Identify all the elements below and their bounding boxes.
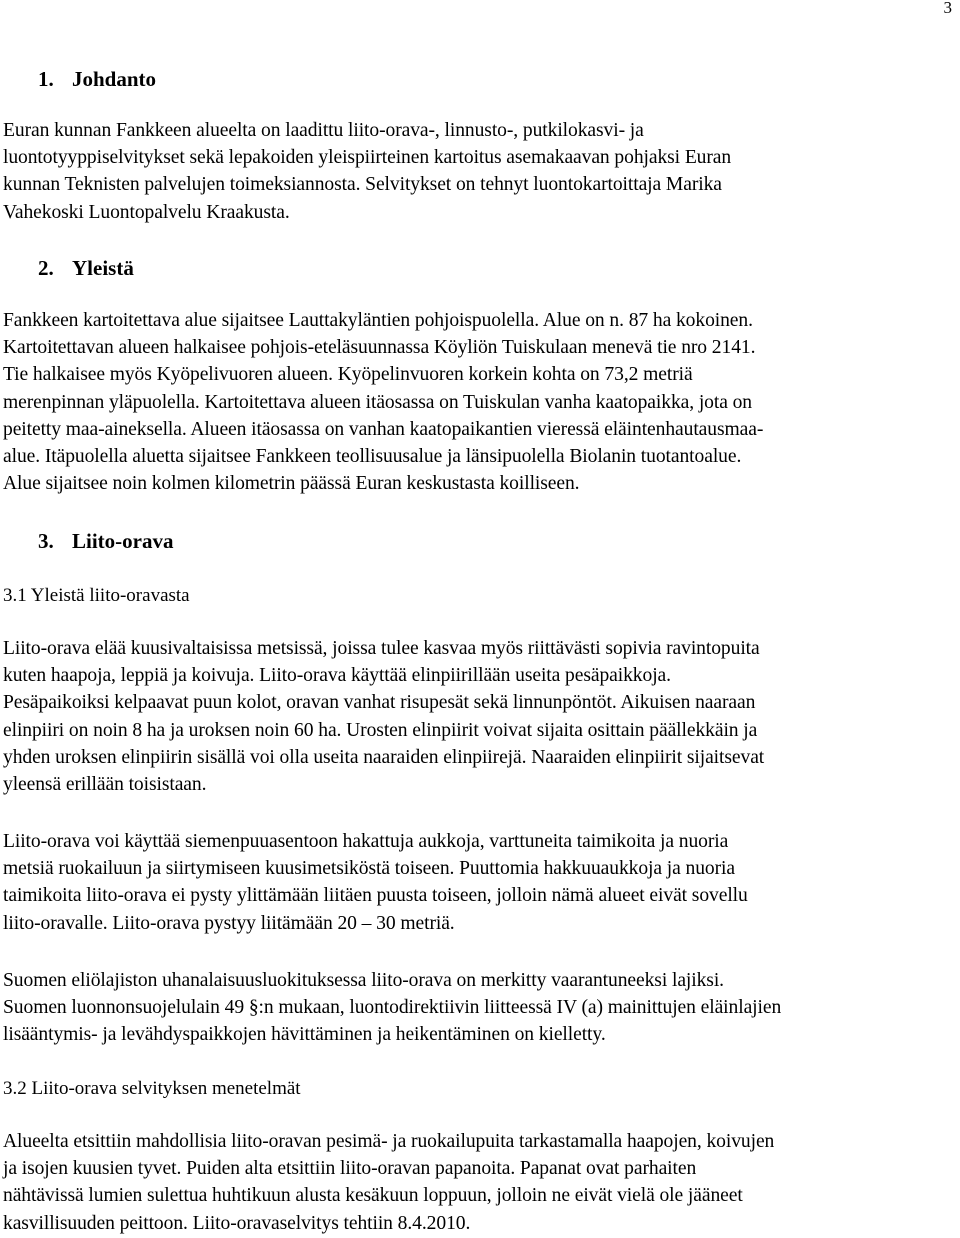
paragraph-habitat (3, 635, 955, 798)
text-line: luontotyyppiselvitykset sekä lepakoiden yleispiirteinen kartoitus asemakaavan pohjaksi Euran (3, 147, 732, 169)
subheading-yleista-liito-oravasta: 3.1 Yleistä liito-oravasta (3, 585, 190, 606)
text-line: Suomen eliölajiston uhanalaisuusluokituksessa liito-orava on merkitty vaarantuneeksi lajiksi. (3, 970, 724, 991)
heading-number: 2. (38, 256, 54, 280)
heading-title: Yleistä (72, 256, 134, 280)
text-line: elinpiiri on noin 8 ha ja uroksen noin 60 ha. Urosten elinpiirit voivat sijaita osittain päällekkäin ja (3, 719, 758, 741)
heading-title: Johdanto (72, 67, 157, 91)
text-line: ja isojen kuusien tyvet. Puiden alta etsittiin liito-oravan papanoita. Papanat ovat parhaiten (3, 1158, 697, 1180)
heading-number: 1. (38, 67, 54, 91)
text-line: Liito-orava elää kuusivaltaisissa metsissä, joissa tulee kasvaa myös riittävästi sopivia ravintopuita (3, 638, 760, 659)
text-line: Euran kunnan Fankkeen alueelta on laadittu liito-orava-, linnusto-, putkilokasvi- ja (3, 120, 644, 141)
text-line: Liito-orava voi käyttää siemenpuuasentoon hakattuja aukkoja, varttuneita taimikoita ja nuoria (3, 831, 729, 852)
text-line: lisääntymis- ja levähdyspaikkojen hävittäminen ja heikentäminen on kielletty. (3, 1024, 606, 1046)
heading-liito-orava (38, 529, 173, 553)
text-line: Alue sijaitsee noin kolmen kilometrin päässä Euran keskustasta koilliseen. (3, 473, 580, 495)
text-line: yhden uroksen elinpiirin sisällä voi olla useita naaraiden elinpiirejä. Naaraiden elinpiirit sijaitsevat (3, 746, 765, 768)
paragraph-protection (3, 967, 955, 1049)
text-line: peitetty maa-aineksella. Alueen itäosassa on vanhan kaatopaikantien vieressä eläintenhautausmaa- (3, 418, 764, 440)
text-line: metsiä ruokailuun ja siirtymiseen kuusimetsiköstä toiseen. Puuttomia hakkuuaukkoja ja nuoria (3, 858, 735, 880)
text-line: Pesäpaikoiksi kelpaavat puun kolot, oravan vanhat risupesät sekä linnunpöntöt. Aikuisen naaraan (3, 692, 756, 714)
text-line: Tie halkaisee myös Kyöpelivuoren alueen. Kyöpelinvuoren korkein kohta on 73,2 metriä (3, 364, 693, 386)
subheading-selvityksen-menetelmat: 3.2 Liito-orava selvityksen menetelmät (3, 1078, 301, 1099)
text-line: Alueelta etsittiin mahdollisia liito-oravan pesimä- ja ruokailupuita tarkastamalla haapojen, koivujen (3, 1131, 775, 1152)
text-line: kuten haapoja, leppiä ja koivuja. Liito-orava käyttää elinpiirillään useita pesäpaikkoja. (3, 665, 671, 687)
text-line: Vahekoski Luontopalvelu Kraakusta. (3, 201, 290, 223)
text-line: Suomen luonnonsuojelulain 49 §:n mukaan, luontodirektiivin liitteessä IV (a) mainittujen eläinlajien (3, 997, 782, 1019)
paragraph-area-description (3, 307, 955, 497)
text-line: alue. Itäpuolella aluetta sijaitsee Fankkeen teollisuusalue ja länsipuolella Biolanin tuotantoalue. (3, 446, 742, 468)
page-number: 3 (943, 0, 952, 17)
text-line: merenpinnan yläpuolella. Kartoitettava alueen itäosassa on Tuiskulan vanha kaatopaikka, jota on (3, 391, 753, 413)
heading-yleista (38, 256, 134, 280)
paragraph-movement (3, 828, 955, 937)
text-line: yleensä erillään toisistaan. (3, 774, 207, 796)
text-line: liito-oravalle. Liito-orava pystyy liitämään 20 – 30 metriä. (3, 912, 455, 934)
text-line: Fankkeen kartoitettava alue sijaitsee Lauttakyläntien pohjoispuolella. Alue on n. 87 ha kokoinen. (3, 310, 753, 331)
text-line: nähtävissä lumien sulettua huhtikuun alusta kesäkuun loppuun, jolloin ne eivät vielä ole jääneet (3, 1185, 743, 1207)
paragraph-intro (3, 117, 955, 226)
text-line: kunnan Teknisten palvelujen toimeksiannosta. Selvitykset on tehnyt luontokartoittaja Marika (3, 174, 722, 196)
heading-number: 3. (38, 529, 54, 553)
text-line: Kartoitettavan alueen halkaisee pohjois-eteläsuunnassa Köyliön Tuiskulaan menevä tie nro 2141. (3, 337, 756, 359)
text-line: kasvillisuuden peittoon. Liito-oravaselvitys tehtiin 8.4.2010. (3, 1212, 471, 1234)
heading-title: Liito-orava (72, 529, 174, 553)
heading-johdanto (38, 67, 156, 91)
text-line: taimikoita liito-orava ei pysty ylittämään liitäen puusta toiseen, jolloin nämä alueet eivät sovellu (3, 885, 748, 907)
paragraph-methods (3, 1128, 955, 1237)
